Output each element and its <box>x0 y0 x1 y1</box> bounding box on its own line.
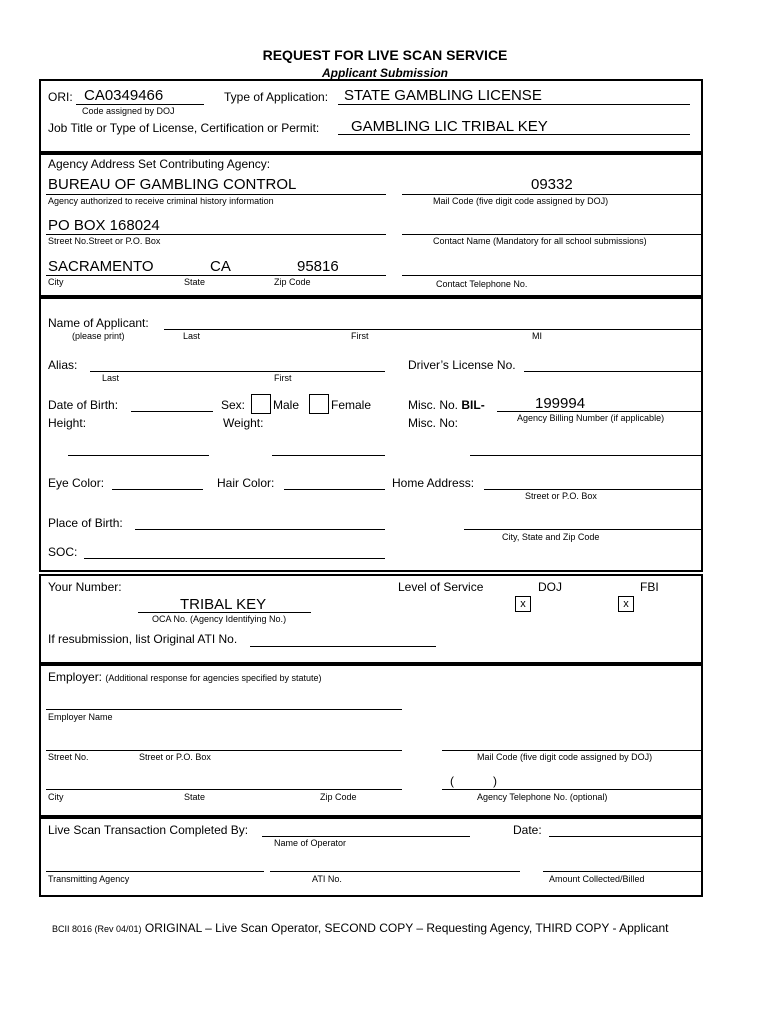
ati-line[interactable] <box>270 871 520 872</box>
employer-city-line[interactable] <box>46 789 402 790</box>
eye-line[interactable] <box>112 489 203 490</box>
misc1-field[interactable]: 199994 <box>535 395 586 412</box>
amount-line[interactable] <box>543 871 702 872</box>
dob-line[interactable] <box>131 411 213 412</box>
please-print: (please print) <box>72 331 125 341</box>
applicant-name-line[interactable] <box>164 329 702 330</box>
height-line[interactable] <box>68 455 209 456</box>
fbi-label: FBI <box>640 580 659 594</box>
height-label: Height: <box>48 416 87 430</box>
zip-field[interactable]: 95816 <box>297 258 339 275</box>
csz-line[interactable] <box>464 529 702 530</box>
job-underline <box>338 134 690 135</box>
misc2-line[interactable] <box>470 455 702 456</box>
employer-street-line[interactable] <box>46 750 402 751</box>
oca-hint: OCA No. (Agency Identifying No.) <box>152 614 287 624</box>
ori-label: ORI: <box>48 90 73 104</box>
oca-field[interactable]: TRIBAL KEY <box>180 596 267 613</box>
weight-label: Weight: <box>223 416 264 430</box>
zip-hint: Zip Code <box>274 277 311 287</box>
dob-label: Date of Birth: <box>48 398 119 412</box>
employer-phone-hint: Agency Telephone No. (optional) <box>477 792 608 802</box>
operator-hint: Name of Operator <box>274 838 347 848</box>
resub-label: If resubmission, list Original ATI No. <box>48 632 238 646</box>
mail-code-line <box>402 194 702 195</box>
date-line[interactable] <box>549 836 702 837</box>
sex-label: Sex: <box>221 398 246 412</box>
ori-field[interactable]: CA0349466 <box>84 87 164 104</box>
misc1-line <box>497 411 702 412</box>
copies-note: ORIGINAL – Live Scan Operator, SECOND COPY – Requesting Agency, THIRD COPY - Applicant <box>144 921 669 935</box>
male-checkbox[interactable] <box>251 394 271 414</box>
employer-zip: Zip Code <box>320 792 357 802</box>
dl-line[interactable] <box>524 371 702 372</box>
employer-name-line[interactable] <box>46 709 402 710</box>
state-hint: State <box>184 277 206 287</box>
doj-label: DOJ <box>538 580 562 594</box>
city-line <box>46 275 386 276</box>
soc-line[interactable] <box>84 558 385 559</box>
transmitting-hint: Transmitting Agency <box>48 874 130 884</box>
resub-line[interactable] <box>250 646 436 647</box>
footer <box>52 921 668 935</box>
city-field[interactable]: SACRAMENTO <box>48 258 154 275</box>
amount-hint: Amount Collected/Billed <box>549 874 645 884</box>
weight-line[interactable] <box>272 455 385 456</box>
type-underline <box>338 104 690 105</box>
state-field[interactable]: CA <box>210 258 231 275</box>
agency-name-hint: Agency authorized to receive criminal history information <box>48 196 274 206</box>
name-first-hint: First <box>351 331 369 341</box>
billing-hint: Agency Billing Number (if applicable) <box>517 413 665 423</box>
alias-first-hint: First <box>274 373 292 383</box>
employer-label <box>48 670 322 684</box>
employer-text: Employer: <box>48 670 103 684</box>
mail-code-field[interactable]: 09332 <box>531 176 573 193</box>
name-last-hint: Last <box>183 331 201 341</box>
operator-line[interactable] <box>262 836 470 837</box>
paren-close: ) <box>493 774 497 788</box>
fbi-checkbox[interactable]: x <box>618 596 634 612</box>
alias-label: Alias: <box>48 358 78 372</box>
dl-label: Driver’s License No. <box>408 358 516 372</box>
job-label: Job Title or Type of License, Certification or Permit: <box>48 121 320 135</box>
female-label: Female <box>331 398 372 412</box>
employer-street-no: Street No. <box>48 752 89 762</box>
number-section <box>39 574 703 664</box>
hair-line[interactable] <box>284 489 385 490</box>
employer-name-hint: Employer Name <box>48 712 113 722</box>
agency-heading: Agency Address Set Contributing Agency: <box>48 157 271 171</box>
date-label: Date: <box>513 823 542 837</box>
form-id: BCII 8016 (Rev 04/01) <box>52 924 142 934</box>
doj-checkbox[interactable]: x <box>515 596 531 612</box>
paren-open: ( <box>450 774 454 788</box>
employer-phone-line[interactable] <box>442 789 702 790</box>
name-mi-hint: MI <box>532 331 542 341</box>
level-label: Level of Service <box>398 580 484 594</box>
misc1-text: Misc. No. <box>408 398 459 412</box>
ori-hint: Code assigned by DOJ <box>82 106 175 116</box>
female-checkbox[interactable] <box>309 394 329 414</box>
street-field[interactable]: PO BOX 168024 <box>48 217 160 234</box>
alias-last-hint: Last <box>102 373 120 383</box>
mail-code-hint: Mail Code (five digit code assigned by DOJ) <box>433 196 609 206</box>
alias-line[interactable] <box>90 371 385 372</box>
oca-line <box>138 612 311 613</box>
soc-label: SOC: <box>48 545 78 559</box>
ori-underline <box>76 104 204 105</box>
employer-note: (Additional response for agencies specified by statute) <box>105 673 322 683</box>
job-field[interactable]: GAMBLING LIC TRIBAL KEY <box>351 118 548 135</box>
type-label: Type of Application: <box>224 90 329 104</box>
phone-line[interactable] <box>402 275 702 276</box>
birth-label: Place of Birth: <box>48 516 123 530</box>
home-label: Home Address: <box>392 476 475 490</box>
male-label: Male <box>273 398 300 412</box>
agency-name-field[interactable]: BUREAU OF GAMBLING CONTROL <box>48 176 297 193</box>
employer-mail-hint: Mail Code (five digit code assigned by DOJ) <box>477 752 653 762</box>
home-line[interactable] <box>484 489 702 490</box>
eye-label: Eye Color: <box>48 476 105 490</box>
employer-street-box: Street or P.O. Box <box>139 752 211 762</box>
type-field[interactable]: STATE GAMBLING LICENSE <box>344 87 542 104</box>
ati-hint: ATI No. <box>312 874 342 884</box>
misc1-prefix: BIL- <box>461 398 485 412</box>
city-hint: City <box>48 277 64 287</box>
phone-hint: Contact Telephone No. <box>436 279 528 289</box>
applicant-section <box>39 297 703 572</box>
agency-name-line <box>46 194 386 195</box>
transmitting-line[interactable] <box>46 871 264 872</box>
employer-city: City <box>48 792 64 802</box>
applicant-name-label: Name of Applicant: <box>48 316 149 330</box>
misc2-label: Misc. No: <box>408 416 459 430</box>
hair-label: Hair Color: <box>217 476 275 490</box>
csz-hint: City, State and Zip Code <box>502 532 600 542</box>
street-line <box>46 234 386 235</box>
home-street-hint: Street or P.O. Box <box>525 491 597 501</box>
employer-state: State <box>184 792 206 802</box>
form-subtitle: Applicant Submission <box>321 66 448 80</box>
birth-line[interactable] <box>135 529 385 530</box>
street-hint: Street No.Street or P.O. Box <box>48 236 161 246</box>
contact-hint: Contact Name (Mandatory for all school submissions) <box>433 236 647 246</box>
your-number-label: Your Number: <box>48 580 122 594</box>
employer-mail-line[interactable] <box>442 750 702 751</box>
form-title: REQUEST FOR LIVE SCAN SERVICE <box>262 47 508 63</box>
completed-by-label: Live Scan Transaction Completed By: <box>48 823 249 837</box>
contact-line[interactable] <box>402 234 702 235</box>
misc1-label <box>408 398 485 412</box>
